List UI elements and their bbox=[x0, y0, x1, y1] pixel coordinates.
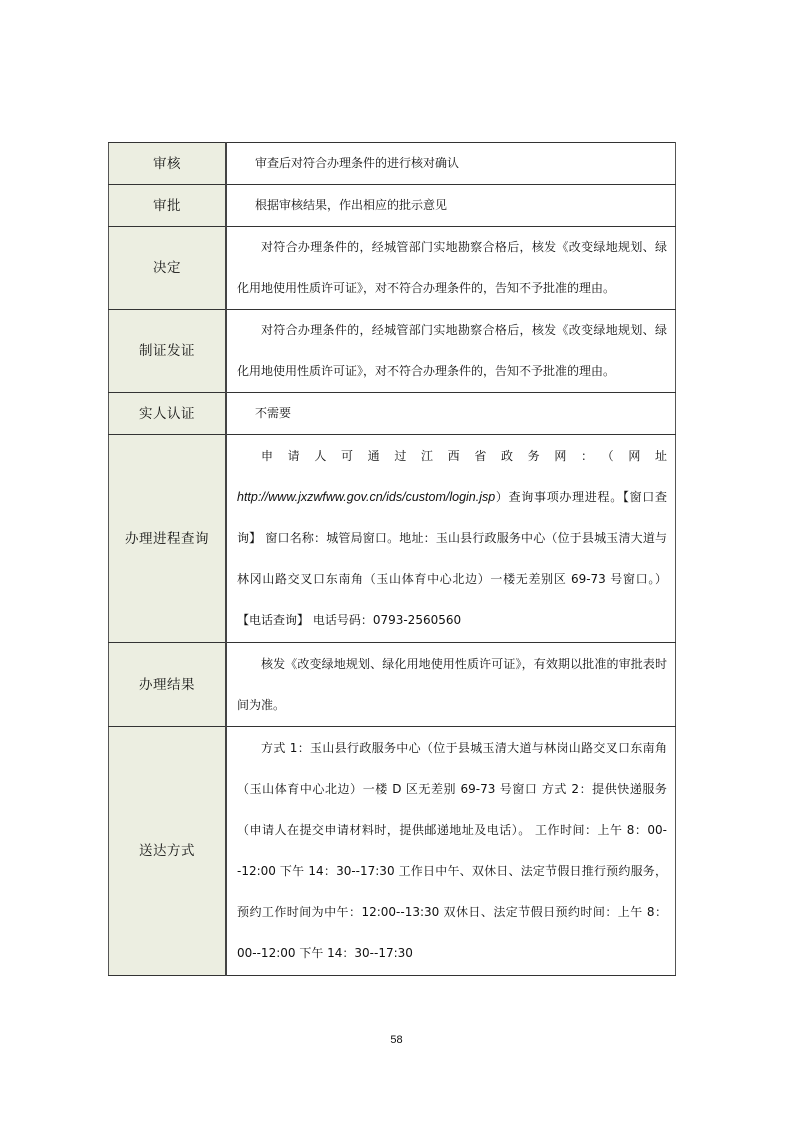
row-label-cell bbox=[109, 393, 227, 435]
row-content: 核发《改变绿地规划、绿化用地使用性质许可证》，有效期以批准的审批表时间为准。 bbox=[237, 656, 667, 712]
content-text: 申请人可通过江西省政务网：（网址 bbox=[261, 449, 667, 463]
row-label: 制证发证 bbox=[139, 343, 195, 359]
row-label-cell bbox=[109, 143, 227, 185]
row-label-cell bbox=[109, 310, 227, 393]
table-row bbox=[109, 435, 676, 643]
table-row bbox=[109, 643, 676, 727]
row-content-cell bbox=[226, 435, 676, 643]
page-number: 58 bbox=[390, 1034, 403, 1046]
row-content bbox=[237, 436, 667, 641]
table-row bbox=[109, 143, 676, 185]
row-content-cell bbox=[226, 185, 676, 227]
row-content-cell bbox=[226, 143, 676, 185]
row-content-cell bbox=[226, 227, 676, 310]
table-row bbox=[109, 727, 676, 976]
row-content: 方式 1：玉山县行政服务中心（位于县城玉清大道与林岗山路交叉口东南角（玉山体育中心北边）一楼 D 区无差别 69-73 号窗口 方式 2：提供快递服务（申请人在提交申请材料时，提供邮递地址及电话）。 工作时间：上午 8：00--12:00 下午 14：30--17:30 工作日中午、双休日、法定节假日推行预约服务，预约工作时间为中午：12:00--13:30 双休日、法定节假日预约时间：上午 8：00--12:00 下午 14：30--17:30 bbox=[237, 741, 667, 960]
row-label-cell bbox=[109, 643, 227, 727]
table-row bbox=[109, 185, 676, 227]
row-label: 送达方式 bbox=[139, 843, 195, 859]
row-label: 审核 bbox=[153, 155, 181, 172]
row-label: 办理进程查询 bbox=[125, 530, 209, 547]
row-label: 决定 bbox=[153, 260, 181, 276]
row-label-cell bbox=[109, 435, 227, 643]
row-label: 办理结果 bbox=[139, 676, 195, 693]
row-content-cell bbox=[226, 643, 676, 727]
table-row bbox=[109, 227, 676, 310]
row-content-cell bbox=[226, 393, 676, 435]
row-label-cell bbox=[109, 185, 227, 227]
row-label: 审批 bbox=[153, 197, 181, 214]
row-content-cell bbox=[226, 727, 676, 976]
row-content: 不需要 bbox=[255, 406, 292, 420]
content-text: ）查询事项办理进程。【窗口查询】 窗口名称：城管局窗口。地址：玉山县行政服务中心（位于县城玉清大道与林冈山路交叉口东南角（玉山体育中心北边）一楼无差别区 69-73 号窗口。） 【电话查询】 电话号码：0793-2560560 bbox=[237, 490, 667, 627]
row-label-cell bbox=[109, 227, 227, 310]
row-label-cell bbox=[109, 727, 227, 976]
website-link[interactable]: http://www.jxzwfww.gov.cn/ids/custom/login.jsp bbox=[237, 490, 496, 504]
table-row bbox=[109, 393, 676, 435]
row-label: 实人认证 bbox=[139, 405, 195, 422]
row-content: 对符合办理条件的，经城管部门实地勘察合格后，核发《改变绿地规划、绿化用地使用性质许可证》，对不符合办理条件的，告知不予批准的理由。 bbox=[237, 323, 667, 378]
row-content-cell bbox=[226, 310, 676, 393]
procedure-table bbox=[108, 142, 676, 976]
row-content: 根据审核结果，作出相应的批示意见 bbox=[255, 198, 448, 212]
table-row bbox=[109, 310, 676, 393]
row-content: 对符合办理条件的，经城管部门实地勘察合格后，核发《改变绿地规划、绿化用地使用性质许可证》，对不符合办理条件的，告知不予批准的理由。 bbox=[237, 240, 667, 295]
row-content: 审查后对符合办理条件的进行核对确认 bbox=[255, 156, 460, 170]
